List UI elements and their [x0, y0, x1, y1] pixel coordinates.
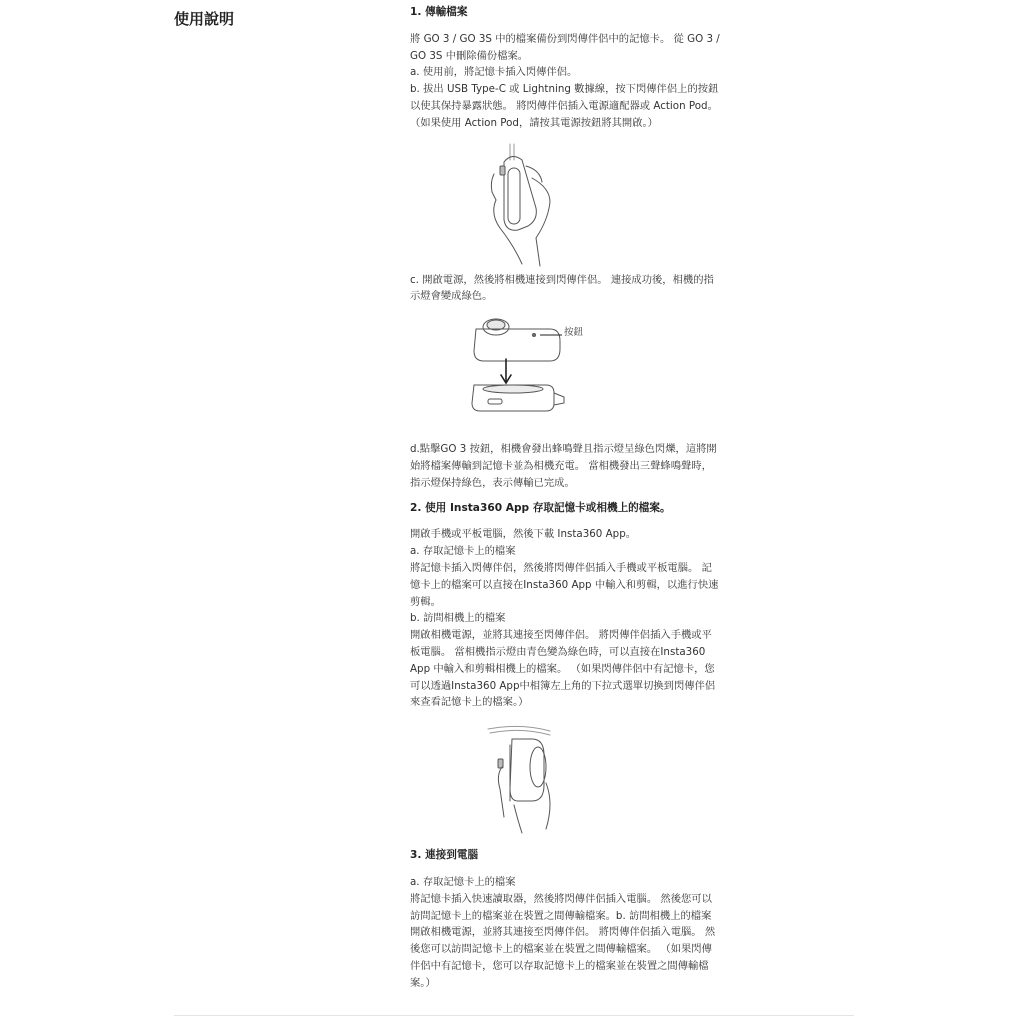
s2-step-a-body: 將記憶卡插入閃傳伴侶，然後將閃傳伴侶插入手機或平板電腦。 記憶卡上的檔案可以直接在Insta360 App 中輸入和剪輯，以進行快速剪輯。: [410, 561, 719, 608]
illustration-press-button: [410, 142, 722, 270]
s3-step-a-heading: a. 存取記憶卡上的檔案: [410, 875, 516, 888]
s1-step-a: a. 使用前，將記憶卡插入閃傳伴侶。: [410, 66, 578, 79]
section-2-title: 2. 使用 Insta360 App 存取記憶卡或相機上的檔案。: [410, 501, 671, 514]
s1-step-d: d.點擊GO 3 按鈕，相機會發出蜂鳴聲且指示燈呈綠色閃爍，這將開始將檔案傳輸到記憶卡並為相機充電。 當相機發出三聲蜂鳴聲時，指示燈保持綠色，表示傳輸已完成。: [410, 443, 717, 489]
button-callout-label: 按鈕: [564, 327, 584, 339]
s3-step-b-body: 開啟相機電源，並將其連接至閃傳伴侶。 將閃傳伴侶插入電腦。 然後您可以訪問記憶卡上的檔案並在裝置之間傳輸檔案。 （如果閃傳伴侶中有記憶卡，您可以存取記憶卡上的檔案並在裝置之間傳輸檔案。）: [410, 926, 716, 989]
section-3-title: 3. 連接到電腦: [410, 849, 479, 862]
illustration-plug-phone: [410, 725, 722, 837]
page-title: 使用說明: [174, 10, 235, 28]
s1-step-b: b. 拔出 USB Type-C 或 Lightning 數據線，按下閃傳伴侶上的按鈕以使其保持暴露狀態。 將閃傳伴侶插入電源適配器或 Action Pod。 （如果使用 Action Pod，請按其電源按鈕將其開啟。）: [410, 83, 719, 129]
s1-step-c: c. 開啟電源，然後將相機連接到閃傳伴侶。 連接成功後，相機的指示燈會變成綠色。: [410, 273, 714, 303]
s3-step-a-body: 將記憶卡插入快速讀取器，然後將閃傳伴侶插入電腦。 然後您可以訪問記憶卡上的檔案並在裝置之間傳輸檔案。b. 訪問相機上的檔案: [410, 892, 712, 922]
s2-step-a-heading: a. 存取記憶卡上的檔案: [410, 545, 516, 558]
s2-intro: 開啟手機或平板電腦，然後下載 Insta360 App。: [410, 528, 637, 541]
illustration-connect-camera: [410, 315, 722, 429]
s1-intro: 將 GO 3 / GO 3S 中的檔案備份到閃傳伴侶中的記憶卡。 從 GO 3 / GO 3S 中刪除備份檔案。: [410, 32, 720, 62]
s2-step-b-body: 開啟相機電源，並將其連接至閃傳伴侶。 將閃傳伴侶插入手機或平板電腦。 當相機指示燈由青色變為綠色時，可以直接在Insta360 App 中輸入和剪輯相機上的檔案。 （如果閃傳伴侶中有記憶卡，您可以透過Insta360 App中相簿左上角的下拉式選單切換到閃傳伴侶來查看記憶卡上的檔案。）: [410, 629, 716, 709]
instructions-content: [410, 4, 722, 992]
bottom-divider: [174, 1015, 854, 1016]
s2-step-b-heading: b. 訪問相機上的檔案: [410, 612, 506, 625]
section-1-title: 1. 傳輸檔案: [410, 6, 468, 18]
